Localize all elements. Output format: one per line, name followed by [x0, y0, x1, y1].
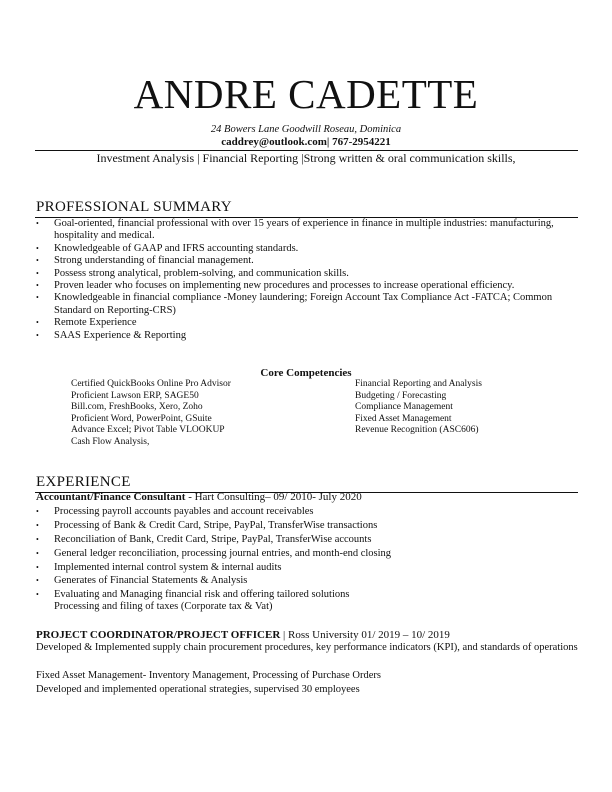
job-details: - Hart Consulting– 09/ 2010- July 2020: [185, 491, 362, 503]
summary-list: [36, 218, 581, 342]
list-item: • Generates of Financial Statements & Analysis: [36, 575, 581, 587]
list-item: • Reconciliation of Bank, Credit Card, Stripe, PayPal, TransferWise accounts: [36, 534, 581, 546]
address: 24 Bowers Lane Goodwill Roseau, Dominica: [210, 124, 402, 135]
list-item: • Remote Experience: [36, 317, 581, 329]
list-item: • General ledger reconciliation, processing journal entries, and month-end closing: [36, 548, 581, 560]
list-item-continuation: Processing and filing of taxes (Corporate tax & Vat): [54, 601, 273, 613]
job-duties: [36, 506, 581, 613]
candidate-name: ANDRE CADETTE: [133, 71, 479, 117]
list-item: • SAAS Experience & Reporting: [36, 330, 581, 342]
skills-line: Investment Analysis | Financial Reporting |Strong written & oral communication skills,: [96, 151, 516, 165]
competency: Cash Flow Analysis,: [71, 436, 150, 447]
list-item: • Knowledgeable of GAAP and IFRS accounting standards.: [36, 243, 581, 255]
competency: Financial Reporting and Analysis: [355, 379, 482, 389]
competency: Bill.com, FreshBooks, Xero, Zoho: [71, 402, 203, 413]
list-item: • Evaluating and Managing financial risk and offering tailored solutions: [36, 589, 581, 601]
job-header: [36, 629, 450, 641]
competency: Compliance Management: [355, 402, 453, 413]
list-item: • Goal-oriented, financial professional with over 15 years of experience in finance in multiple industries: manufacturing, hospitality and medical.: [36, 218, 581, 243]
list-item: • Proven leader who focuses on implementing new procedures and processes to increase operational efficiency.: [36, 280, 581, 292]
job-details: | Ross University 01/ 2019 – 10/ 2019: [280, 629, 450, 641]
competency: Proficient Word, PowerPoint, GSuite: [71, 413, 212, 424]
experience-heading: EXPERIENCE: [36, 474, 131, 490]
competencies-right: [355, 379, 482, 437]
competency: Proficient Lawson ERP, SAGE50: [71, 390, 199, 401]
list-item: • Implemented internal control system & internal audits: [36, 562, 581, 574]
competency: Fixed Asset Management: [355, 413, 452, 424]
competency: Revenue Recognition (ASC606): [355, 425, 479, 436]
job-line: Developed and implemented operational strategies, supervised 30 employees: [36, 684, 360, 695]
competencies-title: Core Competencies: [260, 367, 352, 379]
competencies-left: [71, 379, 231, 449]
summary-heading: PROFESSIONAL SUMMARY: [36, 199, 232, 215]
competency: Advance Excel; Pivot Table VLOOKUP: [71, 425, 225, 436]
contact-info: caddrey@outlook.com| 767-2954221: [221, 136, 391, 148]
job-header: [36, 491, 362, 503]
job-title: PROJECT COORDINATOR/PROJECT OFFICER: [36, 629, 281, 641]
job-title: Accountant/Finance Consultant: [36, 491, 186, 503]
competency: Certified QuickBooks Online Pro Advisor: [71, 379, 231, 389]
list-item: • Processing of Bank & Credit Card, Stripe, PayPal, TransferWise transactions: [36, 520, 581, 532]
list-item: • Possess strong analytical, problem-solving, and communication skills.: [36, 268, 581, 280]
list-item: • Processing payroll accounts payables and account receivables: [36, 506, 581, 518]
job-line: Developed & Implemented supply chain procurement procedures, key performance indicators (KPI), and standards of operations: [36, 642, 578, 653]
job-line: Fixed Asset Management- Inventory Management, Processing of Purchase Orders: [36, 670, 381, 681]
list-item: • Knowledgeable in financial compliance -Money laundering; Foreign Account Tax Compliance Act -FATCA; Common Standard on Reporting-CRS): [36, 292, 581, 317]
list-item: • Strong understanding of financial management.: [36, 255, 581, 267]
competency: Budgeting / Forecasting: [355, 390, 447, 401]
